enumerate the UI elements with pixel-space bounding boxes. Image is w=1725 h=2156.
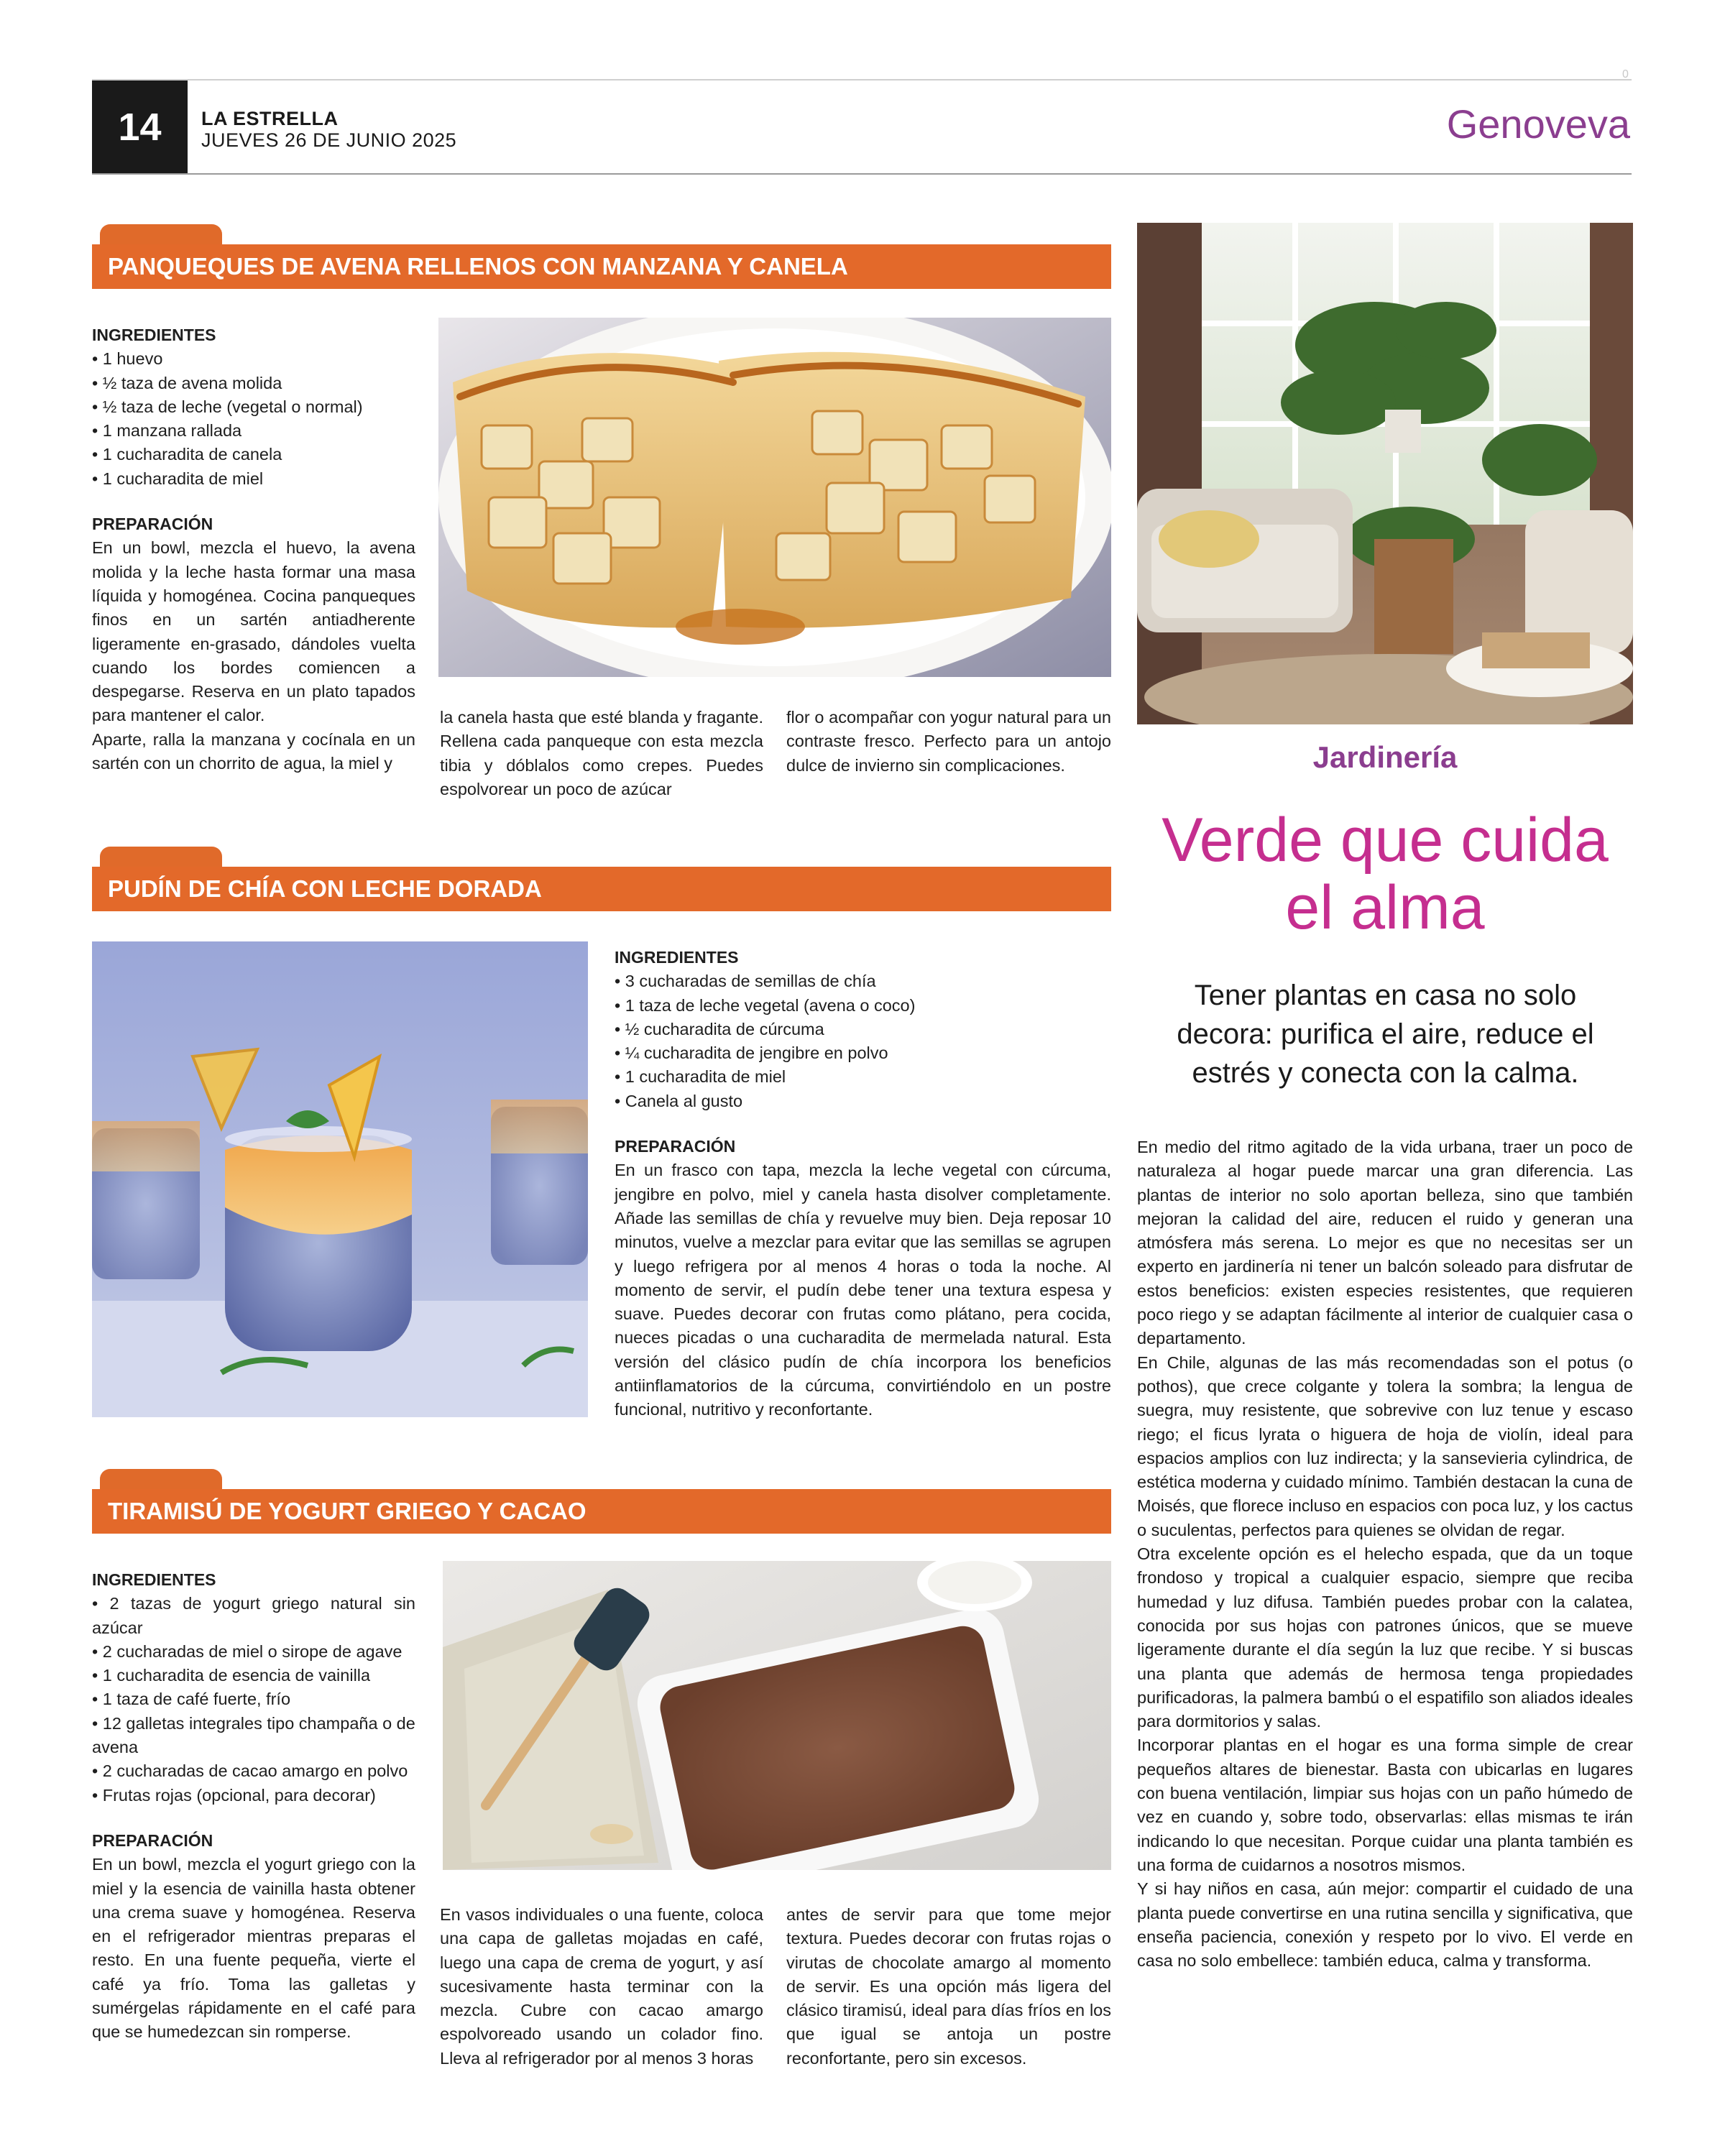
article-paragraph: Y si hay niños en casa, aún mejor: compartir el cuidado de una planta puede convertirse en una rutina sencilla y significativa, que enseña paciencia, conexión y respeto por lo vivo. El verde en casa no solo embellece: también educa, calma y transforma. [1137, 1879, 1633, 1971]
ingredients-heading: INGREDIENTES [615, 948, 739, 967]
list-item: • 1 cucharadita de miel [615, 1067, 786, 1087]
list-item: • ½ taza de leche (vegetal o normal) [92, 397, 363, 416]
ingredients-heading: INGREDIENTES [92, 1570, 216, 1589]
list-item: • 1 cucharadita de esencia de vainilla [92, 1666, 371, 1685]
list-item: • 1 manzana rallada [92, 421, 242, 441]
list-item: • 2 cucharadas de cacao amargo en polvo [92, 1761, 408, 1781]
recipe-body [92, 323, 415, 775]
list-item: • 2 tazas de yogurt griego natural sin azúcar [92, 1594, 415, 1637]
living-room-plants-photo [1137, 223, 1633, 724]
publication-date: JUEVES 26 DE JUNIO 2025 [201, 129, 457, 151]
preparation-text: Aparte, ralla la manzana y cocínala en un sartén con un chorrito de agua, la miel y [92, 729, 415, 773]
ingredients-list [92, 1592, 415, 1807]
preparation-text: En un bowl, mezcla el huevo, la avena molida y la leche hasta formar una masa líquida y homogénea. Cocina panqueques finos en un sartén antiadherente ligeramente en-grasado, dándoles vuelta cuando los bordes comiencen a despegarse. Reserva en un plato tapados para mantener el calor. [92, 538, 415, 725]
recipe-column [786, 1903, 1111, 2070]
recipe-title: PUDÍN DE CHÍA CON LECHE DORADA [92, 867, 1111, 911]
preparation-text: En un bowl, mezcla el yogurt griego con la miel y la esencia de vainilla hasta obtener una crema suave y homogénea. Reserva en el refrigerador mientras preparas el resto. En una fuente pequeña, vierte el café ya frío. Toma las galletas y sumérgelas rápidamente en el café para que se humedezcan sin romperse. [92, 1855, 415, 2042]
header-bottom-rule [92, 173, 1632, 175]
preparation-text: la canela hasta que esté blanda y fragante. Rellena cada panqueque con esta mezcla tibia y dóblalos como crepes. Puedes espolvorear un poco de azúcar [440, 708, 763, 798]
recipe-title-tab [100, 1469, 222, 1491]
list-item: • 12 galletas integrales tipo champaña o de avena [92, 1713, 415, 1757]
ingredients-heading: INGREDIENTES [92, 326, 216, 344]
recipe-title-tab [100, 224, 222, 246]
ingredients-list [615, 969, 1111, 1113]
recipe-column [440, 706, 763, 801]
section-name: Genoveva [1446, 101, 1630, 147]
list-item: • ½ cucharadita de cúrcuma [615, 1019, 824, 1038]
preparation-text: flor o acompañar con yogur natural para un contraste fresco. Perfecto para un antojo dulce de invierno sin complicaciones. [786, 708, 1111, 775]
chia-pudding-photo [92, 941, 588, 1417]
list-item: • 1 huevo [92, 349, 163, 369]
article-body [1137, 1135, 1633, 1973]
preparation-heading: PREPARACIÓN [92, 515, 213, 534]
recipe-column [786, 706, 1111, 778]
recipe-title-tab [100, 847, 222, 868]
article-paragraph: En Chile, algunas de las más recomendadas son el potus (o pothos), que crece colgante y tolera la sombra; la lengua de suegra, muy resistente, que sobrevive con luz tenue y escaso riego; el ficus lyrata o higuera de hoja de violín, ideal para espacios amplios con luz indirecta; y la sansevieria cylindrica, de estética moderna y cuidado mínimo. También destacan la cuna de Moisés, que florece incluso en espacios con poca luz, y los cactus o suculentas, perfectos para quienes se olvidan de regar. [1137, 1353, 1633, 1539]
tiramisu-photo [443, 1561, 1111, 1870]
article-title-line: Verde que cuida [1162, 806, 1609, 875]
article-paragraph: Otra excelente opción es el helecho espada, que da un toque frondoso y tropical a cualquier espacio, siempre que reciba humedad y luz difusa. También puedes probar con la calatea, conocida por sus hojas con patrones únicos, que se mueve ligeramente durante el día según la luz que recibe. Y si buscas una planta que además de hermosa tenga propiedades purificadoras, la palmera bambú o el espatifilo son aliados ideales para dormitorios y salas. [1137, 1544, 1633, 1731]
header-top-rule [92, 79, 1632, 80]
publication-name: LA ESTRELLA [201, 108, 339, 129]
corner-mark: 0 [1622, 68, 1629, 80]
list-item: • Frutas rojas (opcional, para decorar) [92, 1785, 376, 1805]
article-paragraph: Incorporar plantas en el hogar es una forma simple de crear pequeños altares de bienestar. Basta con ubicarlas en lugares con buena ventilación, limpiar sus hojas con un paño húmedo de vez en cuando y, sobre todo, observarlas: ellas mismas te irán indicando lo que necesitan. Porque cuidar una planta también es una forma de cuidarnos a nosotros mismos. [1137, 1736, 1633, 1874]
list-item: • 1 cucharadita de miel [92, 469, 264, 488]
list-item: • Canela al gusto [615, 1091, 743, 1110]
list-item: • ½ taza de avena molida [92, 373, 282, 392]
list-item: • 1 cucharadita de canela [92, 445, 282, 464]
section-kicker: Jardinería [1312, 740, 1458, 774]
recipe-body [92, 1568, 415, 2045]
page-number: 14 [92, 80, 188, 174]
preparation-heading: PREPARACIÓN [92, 1830, 213, 1850]
recipe-column [440, 1903, 763, 2070]
oat-pancakes-apple-photo [438, 318, 1111, 677]
article-paragraph: En medio del ritmo agitado de la vida urbana, traer un poco de naturaleza al hogar puede marcar una gran diferencia. Las plantas de interior no solo aportan belleza, sino que también mejoran la calidad del aire, reducen el ruido y generan una atmósfera más serena. Lo mejor es que no necesitas ser un experto en jardinería ni tener un balcón soleado para disfrutar de estos beneficios: existen especies resistentes, que requieren poco riego y se adaptan fácilmente al interior de cualquier casa o departamento. [1137, 1138, 1633, 1348]
article-title-line: el alma [1285, 873, 1485, 942]
list-item: • 3 cucharadas de semillas de chía [615, 972, 876, 991]
article-lead: Tener plantas en casa no solo decora: purifica el aire, reduce el estrés y conecta con la calma. [1177, 980, 1594, 1089]
list-item: • 1 taza de leche vegetal (avena o coco) [615, 995, 916, 1015]
recipe-title: TIRAMISÚ DE YOGURT GRIEGO Y CACAO [92, 1489, 1111, 1534]
preparation-heading: PREPARACIÓN [615, 1137, 736, 1156]
article-title [1137, 806, 1633, 941]
recipe-title: PANQUEQUES DE AVENA RELLENOS CON MANZANA Y CANELA [92, 244, 1111, 289]
list-item: • ¼ cucharadita de jengibre en polvo [615, 1044, 888, 1063]
ingredients-list [92, 347, 415, 491]
recipe-body [615, 946, 1111, 1422]
preparation-text: En vasos individuales o una fuente, coloca una capa de galletas mojadas en café, luego una capa de crema de yogurt, y así sucesivamente hasta terminar con la mezcla. Cubre con cacao amargo espolvoreado usando un colador fino. Lleva al refrigerador por al menos 3 horas [440, 1905, 763, 2068]
list-item: • 2 cucharadas de miel o sirope de agave [92, 1641, 402, 1661]
preparation-text: En un frasco con tapa, mezcla la leche vegetal con cúrcuma, jengibre en polvo, miel y canela hasta disolver completamente. Añade las semillas de chía y revuelve muy bien. Deja reposar 10 minutos, vuelve a mezclar para evitar que las semillas se agrupen y luego refrigera por al menos 4 horas o toda la noche. Al momento de servir, el pudín debe tener una textura espesa y suave. Puedes decorar con frutas como plátano, pera cocida, nueces picadas o una cucharadita de mermelada natural. Esta versión del clásico pudín de chía incorpora los beneficios antiinflamatorios de la cúrcuma, convirtiéndolo en un postre funcional, nutritivo y reconfortante. [615, 1161, 1111, 1419]
preparation-text: antes de servir para que tome mejor textura. Puedes decorar con frutas rojas o virutas de chocolate amargo al momento de servir. Es una opción más ligera del clásico tiramisú, ideal para días fríos en los que igual se antoja un postre reconfortante, pero sin excesos. [786, 1905, 1111, 2068]
list-item: • 1 taza de café fuerte, frío [92, 1690, 291, 1709]
